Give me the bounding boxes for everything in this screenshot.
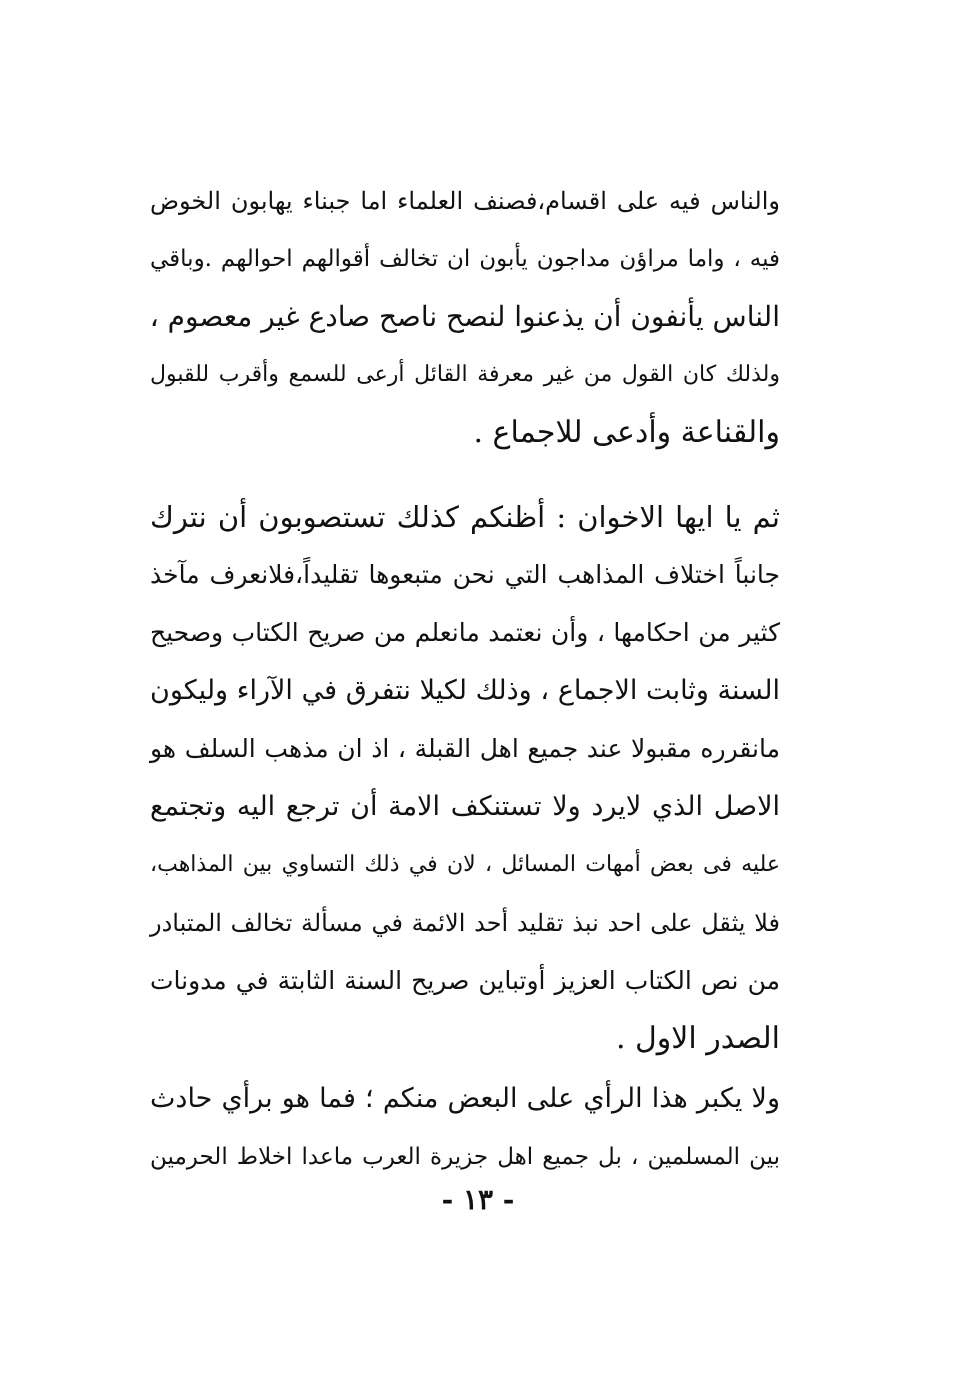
paragraph-3-line-2: بين المسلمين ، بل جميع اهل جزيرة العرب ماعدا اخلاط الحرمين [150, 1144, 780, 1170]
paragraph-2-line-3: كثير من احكامها ، وأن نعتمد مانعلم من صريح الكتاب وصحيح [150, 618, 780, 647]
paragraph-2-line-10: الصدر الاول . [615, 1021, 780, 1056]
paragraph-1-line-2: فيه ، واما مراؤن مداجون يأبون ان تخالف أقوالهم احوالهم .وباقي [150, 246, 780, 272]
paragraph-2-line-8: فلا يثقل على احد نبذ تقليد أحد الائمة في مسألة تخالف المتبادر [150, 909, 780, 937]
paragraph-2-line-9: من نص الكتاب العزيز أوتباين صريح السنة الثابتة في مدونات [150, 966, 780, 995]
paragraph-2-line-6: الاصل الذي لايرد ولا تستنكف الامة أن ترجع اليه وتجتمع [150, 791, 780, 822]
paragraph-2-line-5: مانقرره مقبولا عند جميع اهل القبلة ، اذ ان مذهب السلف هو [150, 734, 780, 763]
paragraph-1 [150, 172, 780, 462]
paragraph-2-line-1: ثم يا ايها الاخوان : أظنكم كذلك تستصوبون أن نترك [150, 500, 780, 534]
paragraph-2-line-4: السنة وثابت الاجماع ، وذلك لكيلا نتفرق في الآراء وليكون [150, 675, 780, 706]
paragraph-1-line-5: والقناعة وأدعى للاجماع . [473, 415, 780, 450]
paragraph-2-line-7: عليه فى بعض أمهات المسائل ، لان في ذلك التساوي بين المذاهب، [150, 852, 780, 877]
paragraph-1-line-1: والناس فيه على اقسام،فصنف العلماء اما جبناء يهابون الخوض [150, 187, 780, 215]
paragraph-3 [150, 1070, 780, 1186]
paragraph-2 [150, 488, 780, 1068]
paragraph-2-line-2: جانباً اختلاف المذاهب التي نحن متبعوها تقليداً،فلانعرف مآخذ [150, 560, 780, 589]
paragraph-3-line-1: ولا يكبر هذا الرأي على البعض منكم ؛ فما هو برأي حادث [150, 1083, 780, 1114]
page-number: - ١٣ - [441, 1183, 515, 1216]
paragraph-1-line-3: الناس يأنفون أن يذعنوا لنصح ناصح صادع غير معصوم ، [149, 300, 780, 333]
paragraph-1-line-4: ولذلك كان القول من غير معرفة القائل أرعى للسمع وأقرب للقبول [150, 362, 780, 387]
